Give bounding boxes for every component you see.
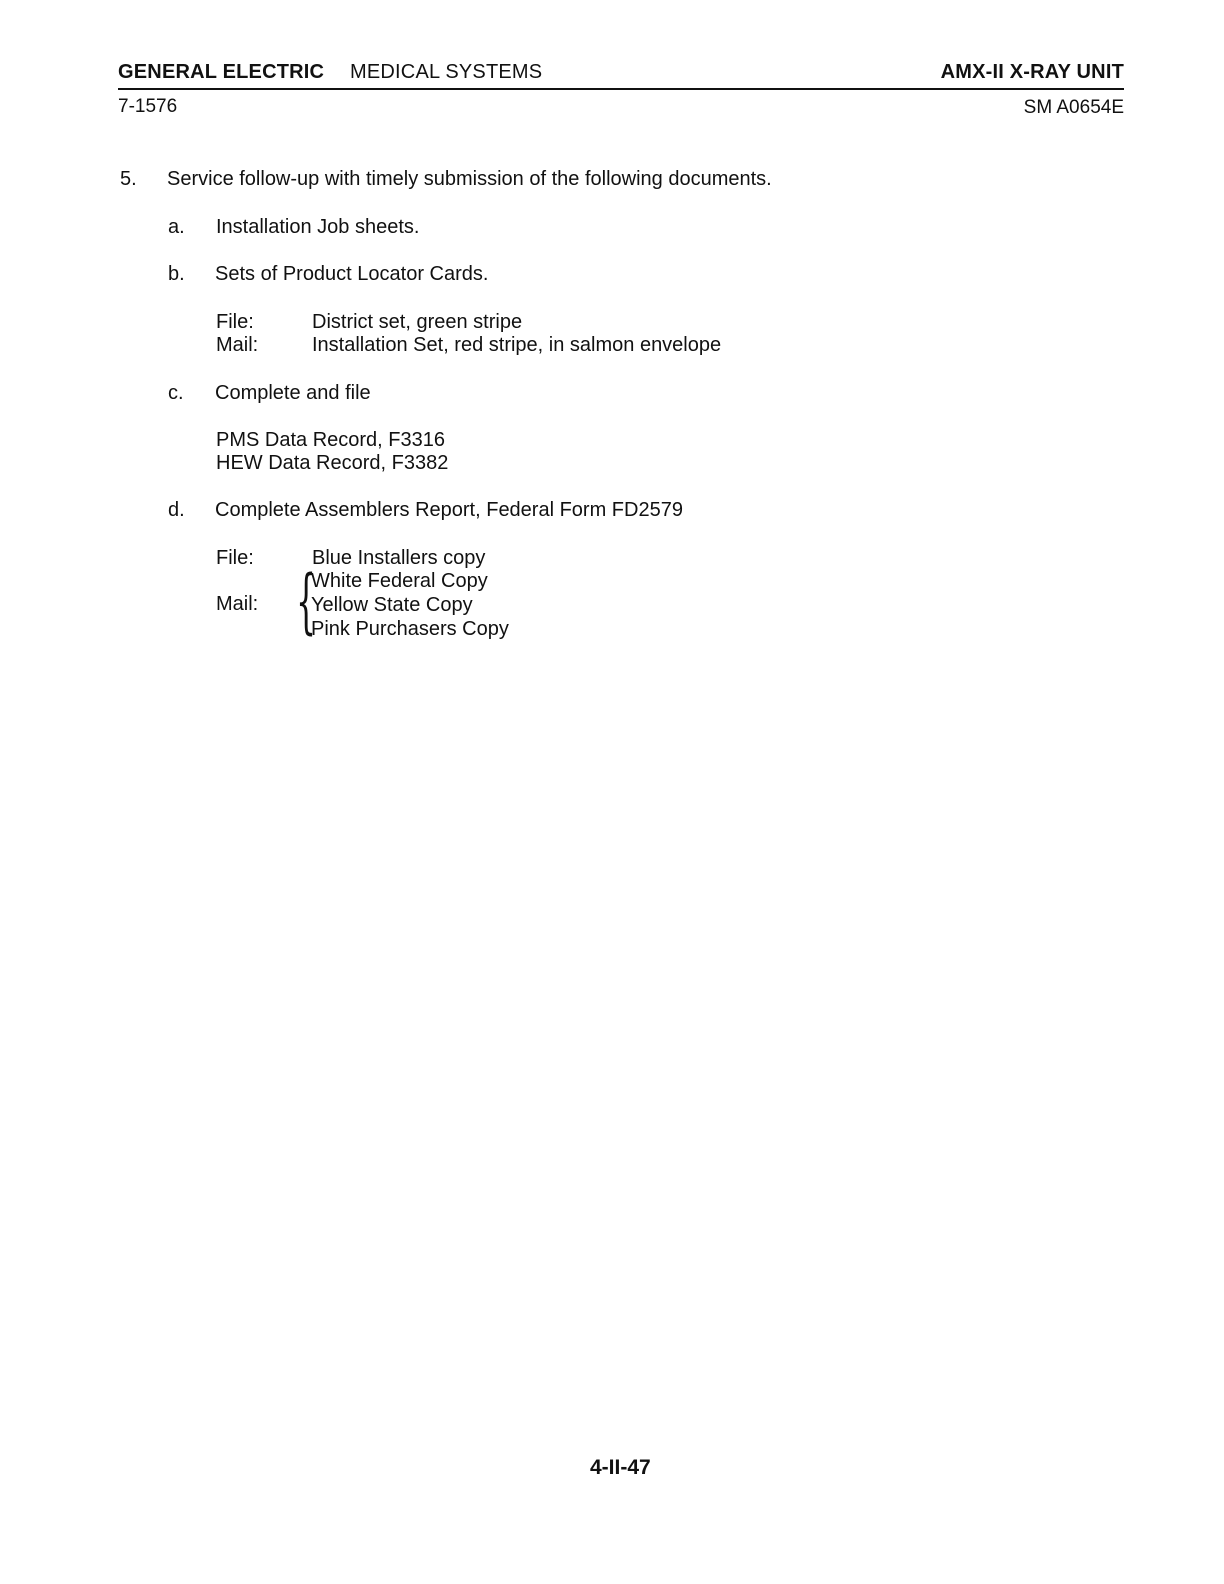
record-line: PMS Data Record, F3316 [216, 429, 445, 451]
subitem-text-c: Complete and file [215, 382, 371, 404]
header-rule [118, 88, 1124, 90]
file-label: File: [216, 311, 254, 333]
product-title: AMX-II X-RAY UNIT [940, 61, 1124, 83]
mail-copy: White Federal Copy [311, 570, 488, 592]
record-line: HEW Data Record, F3382 [216, 452, 449, 474]
company-division: MEDICAL SYSTEMS [350, 61, 543, 83]
mail-value: Installation Set, red stripe, in salmon envelope [312, 334, 722, 356]
mail-copy: Pink Purchasers Copy [311, 618, 509, 640]
file-value: District set, green stripe [312, 311, 523, 333]
mail-label: Mail: [216, 593, 259, 615]
subitem-letter-d: d. [168, 499, 185, 521]
subitem-letter-c: c. [168, 382, 184, 404]
curly-brace: { [296, 560, 317, 642]
file-value: Blue Installers copy [312, 547, 486, 569]
document-date: 7-1576 [118, 96, 178, 117]
mail-copy: Yellow State Copy [311, 594, 473, 616]
subitem-text-b: Sets of Product Locator Cards. [215, 263, 489, 285]
mail-label: Mail: [216, 334, 259, 356]
file-label: File: [216, 547, 254, 569]
subitem-text-a: Installation Job sheets. [216, 216, 420, 238]
subitem-letter-b: b. [168, 263, 185, 285]
subitem-text-d: Complete Assemblers Report, Federal Form FD2579 [215, 499, 683, 521]
page-number: 4-II-47 [590, 1456, 651, 1479]
item-text: Service follow-up with timely submission of the following documents. [167, 168, 772, 190]
document-code: SM A0654E [1023, 97, 1124, 118]
subitem-letter-a: a. [168, 216, 185, 238]
company-name: GENERAL ELECTRIC [118, 61, 325, 83]
item-number: 5. [120, 168, 137, 190]
